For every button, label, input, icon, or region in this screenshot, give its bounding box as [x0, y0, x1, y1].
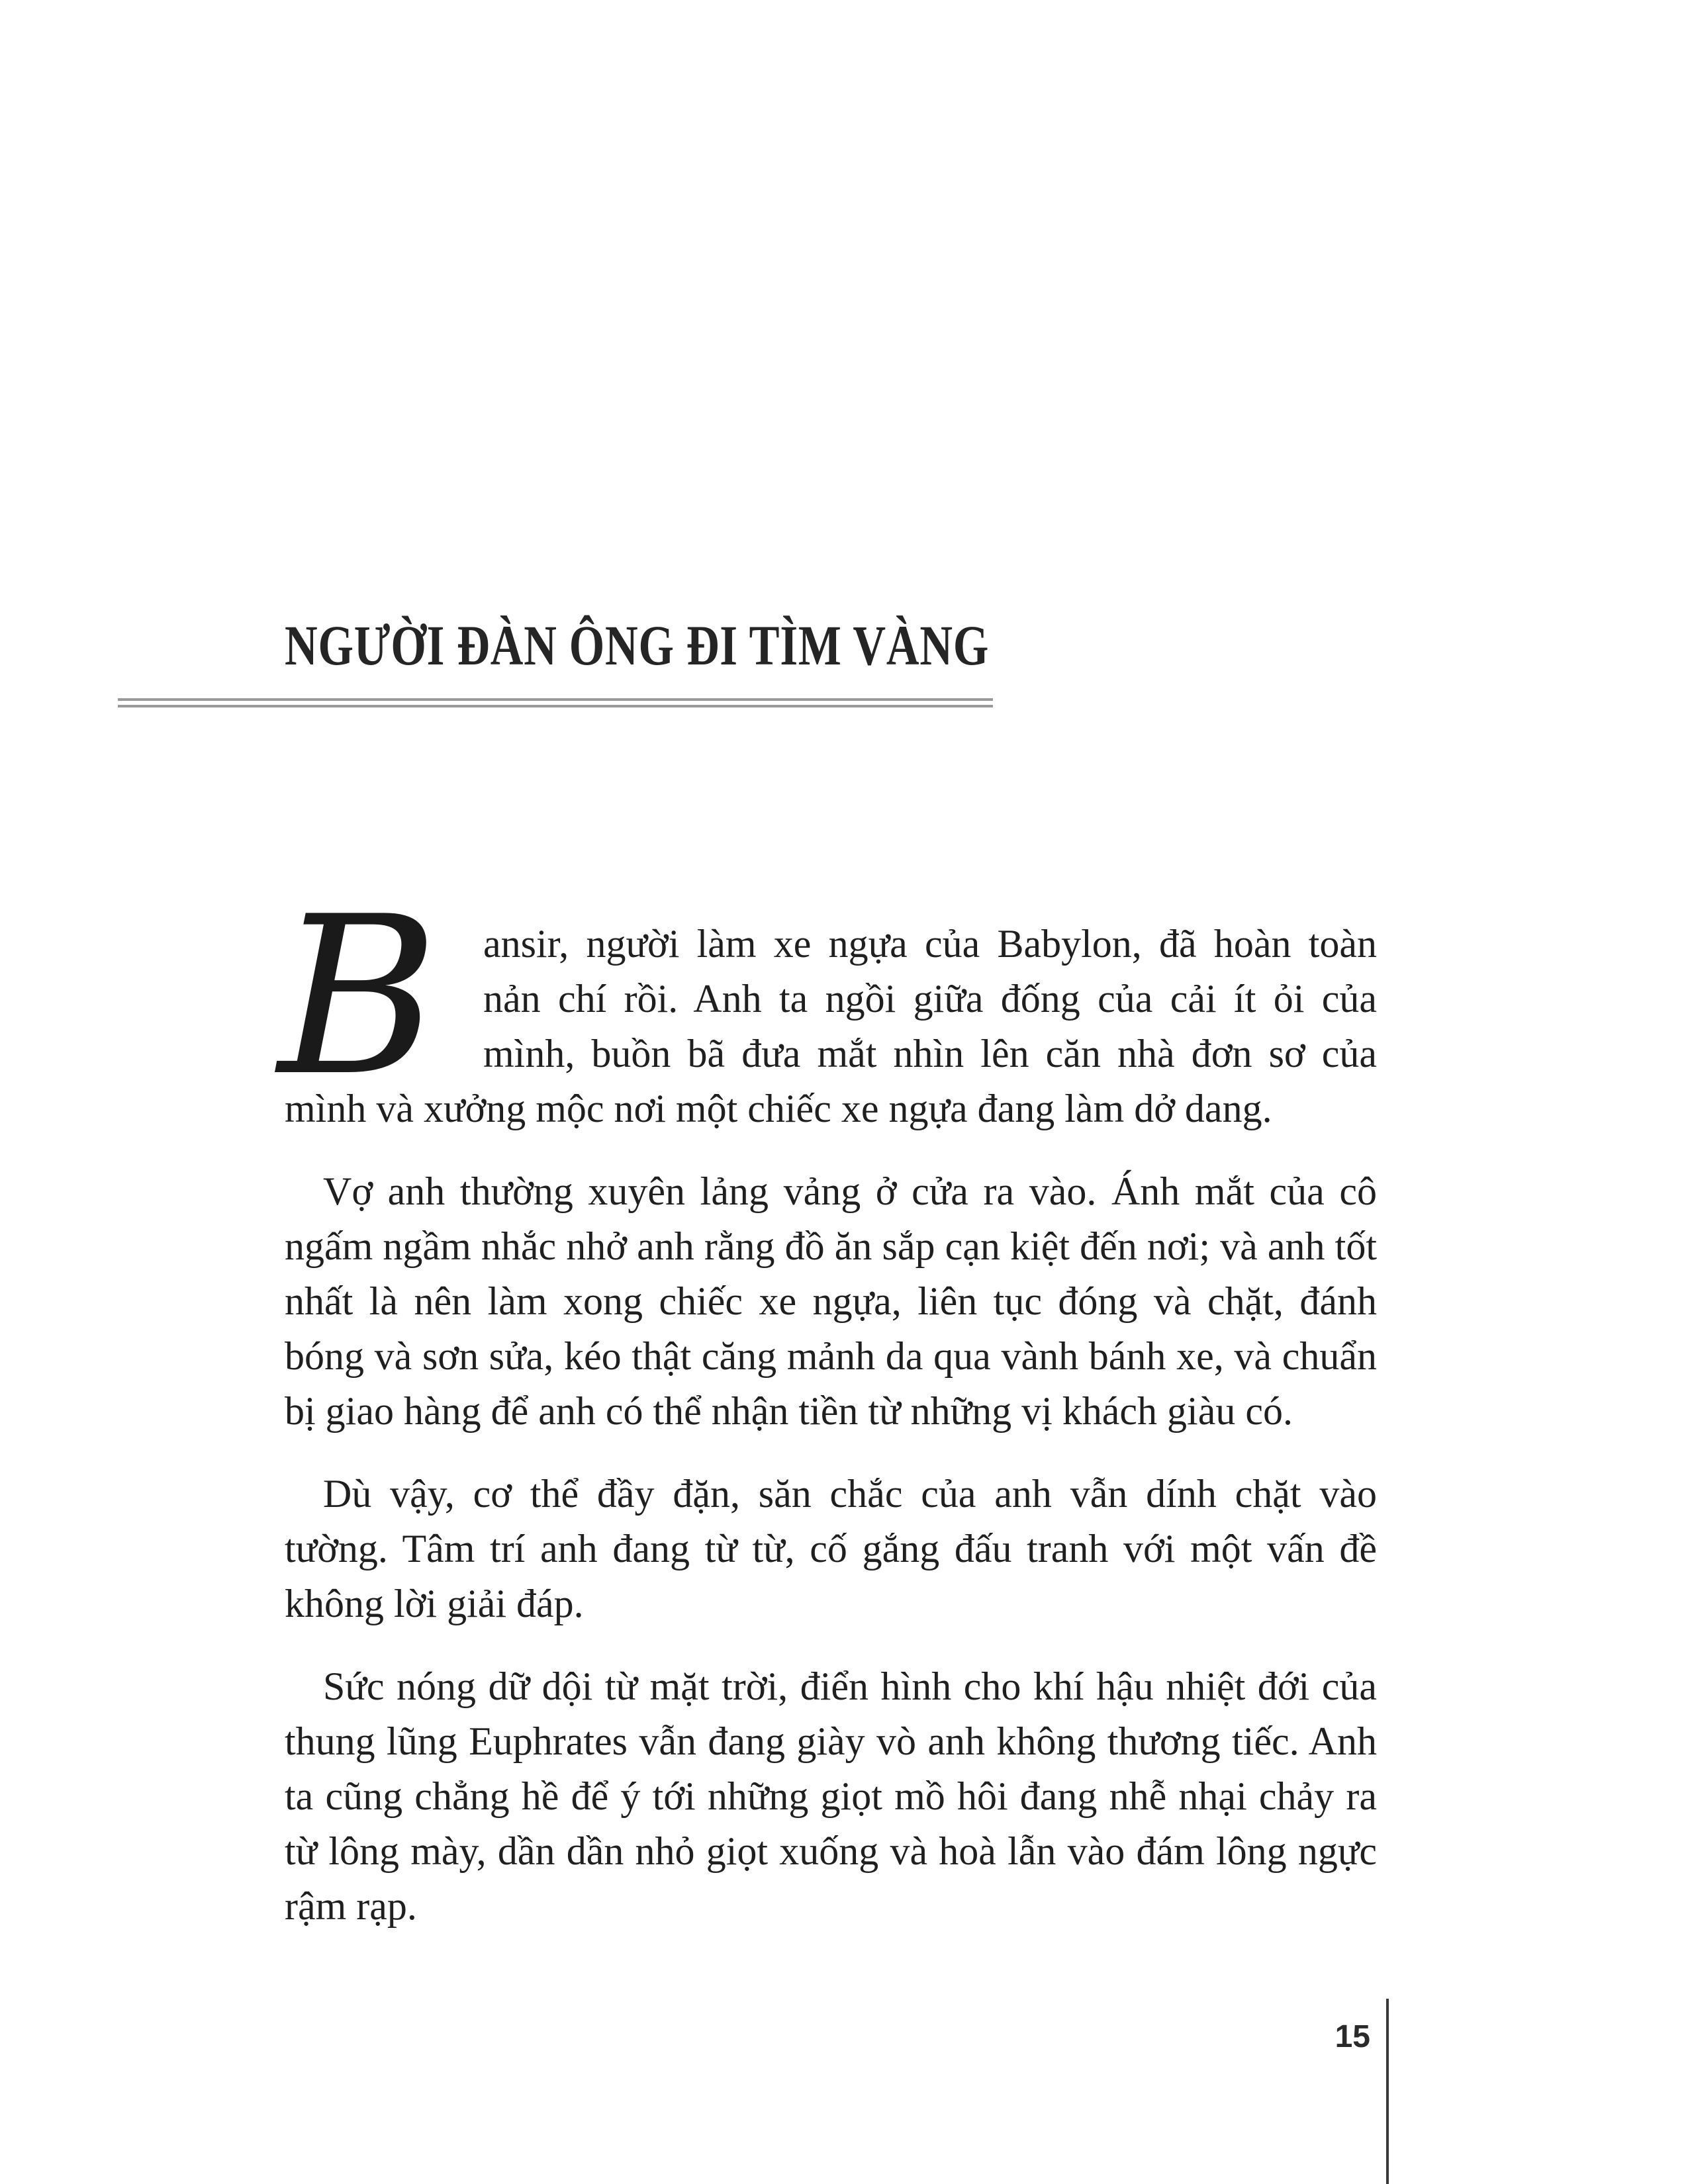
paragraph-1-text: ansir, người làm xe ngựa của Babylon, đã hoàn toàn nản chí rồi. Anh ta ngồi giữa đống của cải ít ỏi của mình, buồn bã đưa mắt nhìn lên căn nhà đơn sơ của mình và xưởng mộc nơi một chiếc xe ngựa đang làm dở dang.: [285, 922, 1377, 1130]
paragraph-4: Sức nóng dữ dội từ mặt trời, điển hình cho khí hậu nhiệt đới của thung lũng Euphrates vẫn đang giày vò anh không thương tiếc. Anh ta cũng chẳng hề để ý tới những giọt mồ hôi đang nhễ nhại chảy ra từ lông mày, dần dần nhỏ giọt xuống và hoà lẫn vào đám lông ngực rậm rạp.: [285, 1664, 1377, 1928]
page-number: 15: [1335, 2019, 1370, 2054]
paragraph-3: Dù vậy, cơ thể đầy đặn, săn chắc của anh vẫn dính chặt vào tường. Tâm trí anh đang từ từ, cố gắng đấu tranh với một vấn đề không lời giải đáp.: [285, 1472, 1377, 1625]
title-double-rule: [118, 698, 993, 707]
paragraph-1: [278, 870, 1377, 1136]
chapter-title: NGƯỜI ĐÀN ÔNG ĐI TÌM VÀNG: [285, 614, 990, 677]
paragraph-2: Vợ anh thường xuyên lảng vảng ở cửa ra vào. Ánh mắt của cô ngấm ngầm nhắc nhở anh rằng đồ ăn sắp cạn kiệt đến nơi; và anh tốt nhất là nên làm xong chiếc xe ngựa, liên tục đóng và chặt, đánh bóng và sơn sửa, kéo thật căng mảnh da qua vành bánh xe, và chuẩn bị giao hàng để anh có thể nhận tiền từ những vị khách giàu có.: [285, 1169, 1377, 1433]
chapter-body: [278, 870, 1377, 1962]
margin-vertical-rule: [1386, 1999, 1389, 2184]
drop-cap: B: [278, 870, 439, 1124]
